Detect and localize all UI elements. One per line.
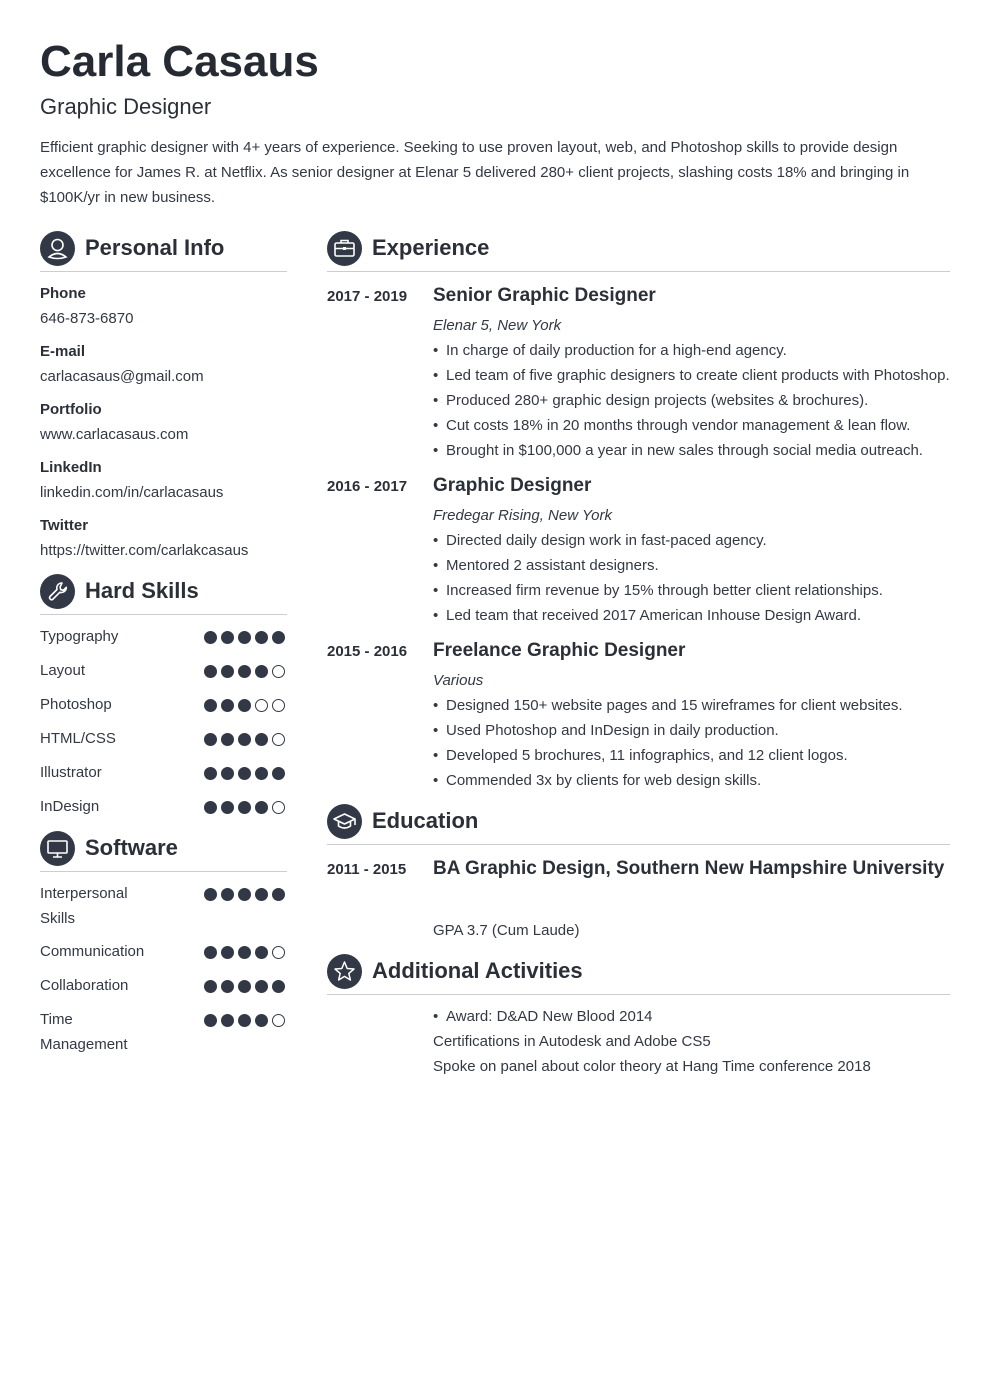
skill-name: Layout — [40, 662, 86, 679]
star-icon — [327, 954, 362, 989]
skill-name: Illustrator — [40, 764, 102, 781]
twitter-value: https://twitter.com/carlakcasaus — [40, 542, 249, 559]
filled-dot-icon — [221, 980, 234, 993]
filled-dot-icon — [255, 665, 268, 678]
section-hard-skills — [40, 574, 287, 615]
filled-dot-icon — [255, 801, 268, 814]
filled-dot-icon — [238, 631, 251, 644]
bullet-mark: • — [433, 722, 439, 739]
section-title-experience: Experience — [372, 235, 490, 260]
activity-line: Spoke on panel about color theory at Hang Time conference 2018 — [433, 1058, 871, 1075]
filled-dot-icon — [204, 946, 217, 959]
list-item-text: Increased firm revenue by 15% through better client relationships. — [446, 582, 883, 599]
education-detail: GPA 3.7 (Cum Laude) — [433, 922, 580, 939]
skill-rating — [204, 631, 288, 645]
bullet-mark: • — [433, 697, 439, 714]
user-icon — [40, 231, 75, 266]
portfolio-label: Portfolio — [40, 401, 102, 418]
filled-dot-icon — [238, 699, 251, 712]
empty-dot-icon — [272, 733, 285, 746]
filled-dot-icon — [204, 665, 217, 678]
list-item — [433, 722, 779, 740]
list-item-text: Led team of five graphic designers to create client products with Photoshop. — [446, 367, 950, 384]
empty-dot-icon — [272, 665, 285, 678]
skill-rating — [204, 888, 288, 902]
empty-dot-icon — [272, 946, 285, 959]
filled-dot-icon — [272, 888, 285, 901]
section-title-personal-info: Personal Info — [85, 235, 225, 260]
list-item-text: Developed 5 brochures, 11 infographics, and 12 client logos. — [446, 747, 848, 764]
bullet-mark: • — [433, 557, 439, 574]
skill-name: Photoshop — [40, 696, 112, 713]
filled-dot-icon — [238, 1014, 251, 1027]
filled-dot-icon — [221, 733, 234, 746]
filled-dot-icon — [204, 699, 217, 712]
filled-dot-icon — [221, 665, 234, 678]
skill-name: Collaboration — [40, 977, 129, 994]
list-item-text: Led team that received 2017 American Inhouse Design Award. — [446, 607, 861, 624]
filled-dot-icon — [238, 801, 251, 814]
portfolio-value: www.carlacasaus.com — [40, 426, 189, 443]
list-item — [433, 417, 910, 435]
wrench-icon — [40, 574, 75, 609]
list-item-text: Directed daily design work in fast-paced agency. — [446, 532, 767, 549]
list-item — [433, 342, 787, 360]
list-item-text: Mentored 2 assistant designers. — [446, 557, 659, 574]
filled-dot-icon — [204, 733, 217, 746]
skill-name: HTML/CSS — [40, 730, 116, 747]
list-item — [433, 772, 761, 790]
filled-dot-icon — [255, 631, 268, 644]
section-title-additional-activities: Additional Activities — [372, 958, 583, 983]
list-item-text: Designed 150+ website pages and 15 wireframes for client websites. — [446, 697, 903, 714]
job-company: Fredegar Rising, New York — [433, 507, 612, 524]
filled-dot-icon — [204, 888, 217, 901]
filled-dot-icon — [255, 767, 268, 780]
list-item — [433, 1008, 653, 1026]
filled-dot-icon — [221, 888, 234, 901]
bullet-mark: • — [433, 772, 439, 789]
skill-rating — [204, 801, 288, 815]
filled-dot-icon — [204, 767, 217, 780]
skill-rating — [204, 665, 288, 679]
bullet-mark: • — [433, 532, 439, 549]
filled-dot-icon — [221, 1014, 234, 1027]
list-item — [433, 582, 883, 600]
filled-dot-icon — [238, 733, 251, 746]
filled-dot-icon — [238, 767, 251, 780]
filled-dot-icon — [255, 980, 268, 993]
empty-dot-icon — [272, 1014, 285, 1027]
bullet-mark: • — [433, 367, 439, 384]
skill-rating — [204, 1014, 288, 1028]
skill-rating — [204, 980, 288, 994]
bullet-mark: • — [433, 1008, 439, 1025]
education-date: 2011 - 2015 — [327, 861, 407, 878]
section-software — [40, 831, 287, 872]
linkedin-label: LinkedIn — [40, 459, 102, 476]
skill-rating — [204, 733, 288, 747]
skill-rating — [204, 699, 288, 713]
filled-dot-icon — [255, 1014, 268, 1027]
list-item — [433, 747, 848, 765]
job-date: 2015 - 2016 — [327, 643, 408, 660]
list-item — [433, 367, 950, 385]
filled-dot-icon — [204, 980, 217, 993]
list-item-text: Commended 3x by clients for web design skills. — [446, 772, 762, 789]
summary: Efficient graphic designer with 4+ years of experience. Seeking to use proven layout, web, and Photoshop skills to provide design excellence for James R. at Netflix. As senior designer at Elenar 5 delivered 280+ client projects, slashing costs 18% and bringing in $100K/yr in new business. — [40, 139, 910, 206]
list-item-text: Brought in $100,000 a year in new sales through social media outreach. — [446, 442, 923, 459]
linkedin-value: linkedin.com/in/carlacasaus — [40, 484, 224, 501]
candidate-title: Graphic Designer — [40, 94, 212, 119]
filled-dot-icon — [221, 699, 234, 712]
section-personal-info — [40, 231, 287, 272]
job-title: Freelance Graphic Designer — [433, 640, 686, 661]
job-title: Graphic Designer — [433, 475, 592, 496]
bullet-mark: • — [433, 392, 439, 409]
filled-dot-icon — [255, 888, 268, 901]
list-item — [433, 697, 903, 715]
filled-dot-icon — [238, 888, 251, 901]
section-experience — [327, 231, 950, 272]
job-company: Various — [433, 672, 484, 689]
empty-dot-icon — [255, 699, 268, 712]
filled-dot-icon — [221, 801, 234, 814]
filled-dot-icon — [255, 733, 268, 746]
filled-dot-icon — [272, 767, 285, 780]
twitter-label: Twitter — [40, 517, 89, 534]
filled-dot-icon — [255, 946, 268, 959]
list-item-text: Award: D&AD New Blood 2014 — [446, 1008, 653, 1025]
email-value: carlacasaus@gmail.com — [40, 368, 204, 385]
list-item-text: Cut costs 18% in 20 months through vendor management & lean flow. — [446, 417, 911, 434]
bullet-mark: • — [433, 442, 439, 459]
empty-dot-icon — [272, 801, 285, 814]
list-item — [433, 442, 923, 460]
skill-name: Communication — [40, 943, 145, 960]
monitor-icon — [40, 831, 75, 866]
filled-dot-icon — [238, 980, 251, 993]
filled-dot-icon — [238, 665, 251, 678]
phone-value: 646-873-6870 — [40, 310, 134, 327]
list-item — [433, 607, 861, 625]
job-title: Senior Graphic Designer — [433, 285, 656, 306]
filled-dot-icon — [272, 631, 285, 644]
list-item-text: Produced 280+ graphic design projects (websites & brochures). — [446, 392, 869, 409]
list-item — [433, 557, 659, 575]
filled-dot-icon — [221, 767, 234, 780]
bullet-mark: • — [433, 747, 439, 764]
section-title-hard-skills: Hard Skills — [85, 578, 199, 603]
list-item-text: Used Photoshop and InDesign in daily production. — [446, 722, 779, 739]
education-degree: BA Graphic Design, Southern New Hampshire University — [433, 858, 945, 879]
skill-rating — [204, 946, 288, 960]
job-date: 2017 - 2019 — [327, 288, 408, 305]
filled-dot-icon — [204, 1014, 217, 1027]
phone-label: Phone — [40, 285, 86, 302]
skill-name: Interpersonal Skills — [40, 885, 128, 927]
filled-dot-icon — [272, 980, 285, 993]
candidate-name: Carla Casaus — [40, 37, 319, 86]
skill-name: Typography — [40, 628, 119, 645]
filled-dot-icon — [221, 631, 234, 644]
job-company: Elenar 5, New York — [433, 317, 562, 334]
bullet-mark: • — [433, 417, 439, 434]
skill-name: InDesign — [40, 798, 100, 815]
briefcase-icon — [327, 231, 362, 266]
job-date: 2016 - 2017 — [327, 478, 408, 495]
skill-name: Time Management — [40, 1011, 128, 1053]
section-title-software: Software — [85, 835, 178, 860]
section-education — [327, 804, 950, 845]
filled-dot-icon — [204, 631, 217, 644]
skill-rating — [204, 767, 288, 781]
empty-dot-icon — [272, 699, 285, 712]
list-item — [433, 392, 868, 410]
section-title-education: Education — [372, 808, 479, 833]
filled-dot-icon — [221, 946, 234, 959]
email-label: E-mail — [40, 343, 86, 360]
list-item — [433, 532, 767, 550]
bullet-mark: • — [433, 607, 439, 624]
filled-dot-icon — [238, 946, 251, 959]
graduation-cap-icon — [327, 804, 362, 839]
activity-line: Certifications in Autodesk and Adobe CS5 — [433, 1033, 711, 1050]
bullet-mark: • — [433, 342, 439, 359]
list-item-text: In charge of daily production for a high-end agency. — [446, 342, 787, 359]
section-additional-activities — [327, 954, 950, 995]
filled-dot-icon — [204, 801, 217, 814]
bullet-mark: • — [433, 582, 439, 599]
